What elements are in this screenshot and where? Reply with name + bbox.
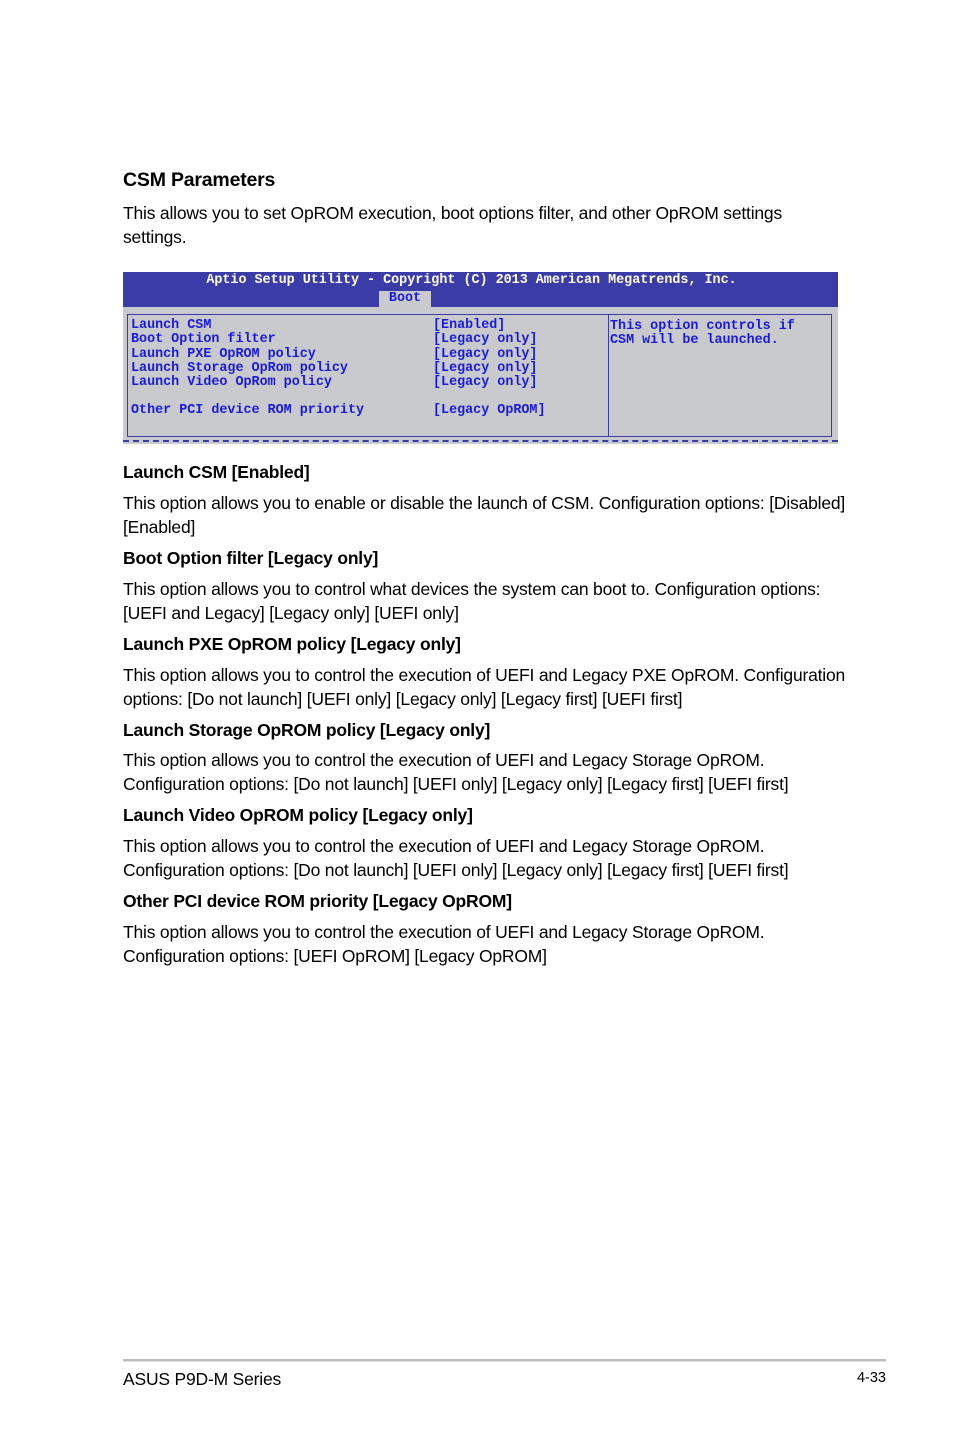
pci-priority-heading: Other PCI device ROM priority [Legacy OpROM] xyxy=(123,891,512,911)
launch-csm-description: This option allows you to enable or disable the launch of CSM. Configuration options: [Disabled] [Enabled] xyxy=(123,493,846,537)
bios-option-launch-csm[interactable]: Launch CSM xyxy=(131,318,212,333)
section-intro: This allows you to set OpROM execution, boot options filter, and other OpROM settings settings. xyxy=(123,203,783,247)
storage-policy-description: This option allows you to control the execution of UEFI and Legacy Storage OpROM. Configuration options: [Do not launch] [UEFI only] [Legacy only] [Legacy first] [UEFI first] xyxy=(123,750,789,794)
pxe-policy-description: This option allows you to control the execution of UEFI and Legacy PXE OpROM. Configuration options: [Do not launch] [UEFI only] [Legacy only] [Legacy first] [UEFI first] xyxy=(123,665,846,709)
bios-dashed-border xyxy=(123,440,838,442)
footer-product-name: ASUS P9D-M Series xyxy=(123,1369,282,1389)
section-title: CSM Parameters xyxy=(123,169,276,191)
bios-option-video-policy[interactable]: Launch Video OpRom policy xyxy=(131,375,332,390)
pxe-policy-heading: Launch PXE OpROM policy [Legacy only] xyxy=(123,634,461,654)
bios-divider xyxy=(608,315,609,436)
bios-value-pxe-policy[interactable]: [Legacy only] xyxy=(433,347,538,362)
bios-value-video-policy[interactable]: [Legacy only] xyxy=(433,375,538,390)
bios-option-pci-priority[interactable]: Other PCI device ROM priority xyxy=(131,403,365,418)
storage-policy-heading: Launch Storage OpROM policy [Legacy only] xyxy=(123,720,491,740)
footer-page-number: 4-33 xyxy=(856,1370,886,1386)
bios-value-launch-csm[interactable]: [Enabled] xyxy=(433,318,506,333)
video-policy-heading: Launch Video OpROM policy [Legacy only] xyxy=(123,805,473,825)
bios-value-boot-filter[interactable]: [Legacy only] xyxy=(433,332,538,347)
video-policy-description: This option allows you to control the execution of UEFI and Legacy Storage OpROM. Configuration options: [Do not launch] [UEFI only] [Legacy only] [Legacy first] [UEFI first] xyxy=(123,836,789,880)
boot-filter-description: This option allows you to control what devices the system can boot to. Configuration options: [UEFI and Legacy] [Legacy only] [UEFI only] xyxy=(123,579,821,623)
bios-option-storage-policy[interactable]: Launch Storage OpRom policy xyxy=(131,361,348,376)
bios-tab-boot[interactable]: Boot xyxy=(379,291,431,307)
bios-value-storage-policy[interactable]: [Legacy only] xyxy=(433,361,538,376)
bios-screenshot xyxy=(123,272,838,444)
bios-help-text: This option controls if CSM will be launched. xyxy=(610,319,795,348)
bios-value-pci-priority[interactable]: [Legacy OpROM] xyxy=(433,403,546,418)
pci-priority-description: This option allows you to control the execution of UEFI and Legacy Storage OpROM. Configuration options: [UEFI OpROM] [Legacy OpROM] xyxy=(123,922,765,966)
bios-header xyxy=(123,272,838,307)
boot-filter-heading: Boot Option filter [Legacy only] xyxy=(123,548,379,568)
bios-title: Aptio Setup Utility - Copyright (C) 2013 American Megatrends, Inc. xyxy=(206,273,737,288)
bios-option-pxe-policy[interactable]: Launch PXE OpROM policy xyxy=(131,347,316,362)
bios-option-boot-filter[interactable]: Boot Option filter xyxy=(131,332,276,347)
launch-csm-heading: Launch CSM [Enabled] xyxy=(123,462,310,482)
footer-rule xyxy=(123,1359,886,1362)
